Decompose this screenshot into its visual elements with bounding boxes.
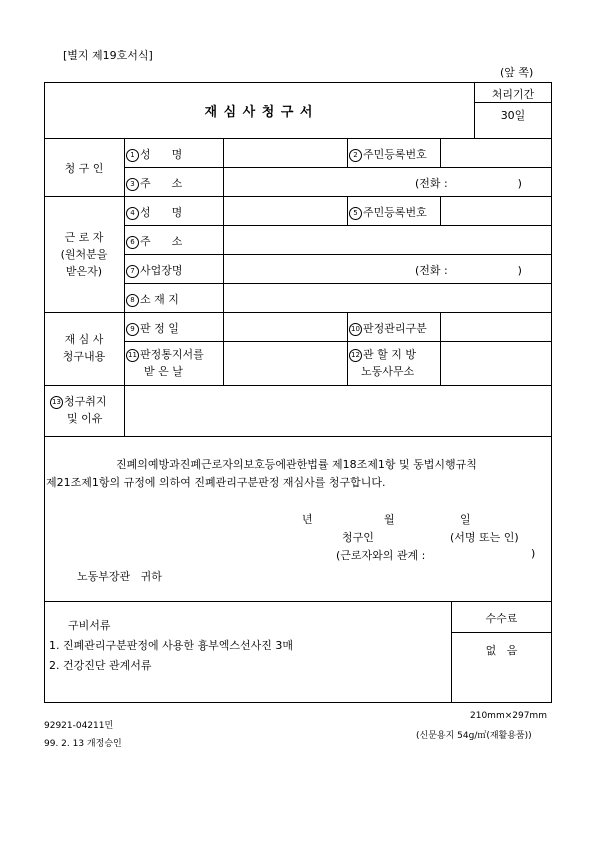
relation-label: (근로자와의 관계 : — [336, 549, 426, 562]
row-line — [44, 385, 552, 386]
form-number-label: [별지 제19호서식] — [63, 49, 153, 62]
claimant-name-label: 1 성 명 — [126, 146, 182, 162]
approval-date: 99. 2. 13 개정승인 — [44, 739, 122, 749]
paper-spec: (신문용지 54g/㎡(재활용품)) — [416, 731, 532, 741]
processing-period-value: 30일 — [500, 109, 526, 122]
row-line — [451, 632, 552, 633]
form-title: 재 심 사 청 구 서 — [204, 105, 314, 120]
col-line — [440, 196, 441, 225]
row-line — [124, 341, 552, 342]
statement-line-2: 제21조제1항의 규정에 의하여 진폐관리구분판정 재심사를 청구합니다. — [46, 476, 386, 489]
document-item-2: 2. 건강진단 관계서류 — [49, 659, 152, 672]
worker-rrn-label: 5 주민등록번호 — [349, 204, 427, 220]
judgment-category-label: 10 판정관리구분 — [349, 320, 427, 336]
worker-address-label: 6 주 소 — [126, 233, 182, 249]
notice-received-label: 11 판정통지서를 받 은 날 — [126, 346, 204, 380]
claimant-address-label: 3 주 소 — [126, 175, 182, 191]
date-year-label: 년 — [302, 513, 313, 526]
statement-line-1: 진폐의예방과진폐근로자의보호등에관한법률 제18조제1항 및 동법시행규칙 — [116, 458, 477, 471]
processing-period-label: 처리기간 — [491, 88, 535, 101]
workplace-name-label: 7 사업장명 — [126, 262, 183, 278]
signature-hint: (서명 또는 인) — [450, 531, 519, 544]
worker-section-label: 근 로 자 (원처분을 받은자) — [60, 231, 108, 278]
review-section-label: 재 심 사 청구내용 — [62, 333, 106, 363]
date-day-label: 일 — [460, 513, 471, 526]
worker-name-label: 4 성 명 — [126, 204, 182, 220]
row-line — [44, 601, 552, 602]
col-line — [124, 138, 125, 436]
relation-close: ) — [531, 547, 536, 560]
claimant-rrn-label: 2 주민등록번호 — [349, 146, 427, 162]
table-border-top — [44, 82, 552, 83]
paper-size: 210mm×297mm — [470, 711, 547, 721]
col-line — [223, 138, 224, 167]
document-item-1: 1. 진폐관리구분판정에 사용한 흉부엑스선사진 3매 — [49, 639, 293, 652]
processing-divider — [474, 102, 552, 103]
row-line — [124, 283, 552, 284]
page-side-label: (앞 쪽) — [500, 66, 534, 79]
col-line — [223, 312, 224, 385]
row-line — [44, 196, 552, 197]
row-line — [124, 225, 552, 226]
claimant-section-label: 청 구 인 — [64, 162, 104, 175]
addressee: 노동부장관 귀하 — [77, 570, 162, 583]
col-line — [223, 167, 224, 196]
claimant-signature-label: 청구인 — [342, 531, 374, 544]
col-line — [440, 312, 441, 385]
row-line — [44, 138, 552, 139]
col-line — [347, 138, 348, 167]
documents-heading: 구비서류 — [68, 619, 111, 632]
row-line — [44, 436, 552, 437]
fee-label: 수수료 — [485, 612, 518, 625]
row-line — [44, 312, 552, 313]
workplace-phone: (전화 : ) — [415, 264, 522, 277]
row-line — [124, 254, 552, 255]
purpose-label: 13 청구취지 및 이유 — [50, 393, 107, 427]
date-month-label: 월 — [384, 513, 395, 526]
fee-value: 없 음 — [485, 644, 518, 657]
col-line — [223, 196, 224, 312]
workplace-location-label: 8 소 재 지 — [126, 291, 179, 307]
col-line — [440, 138, 441, 167]
table-border-bottom — [44, 702, 552, 703]
jurisdiction-office-label: 12 관 할 지 방 노동사무소 — [349, 346, 416, 380]
col-line — [347, 196, 348, 225]
judgment-date-label: 9 판 정 일 — [126, 320, 179, 336]
row-line — [124, 167, 552, 168]
col-line — [347, 312, 348, 385]
form-code: 92921-04211민 — [44, 721, 114, 731]
claimant-phone: (전화 : ) — [415, 177, 522, 190]
